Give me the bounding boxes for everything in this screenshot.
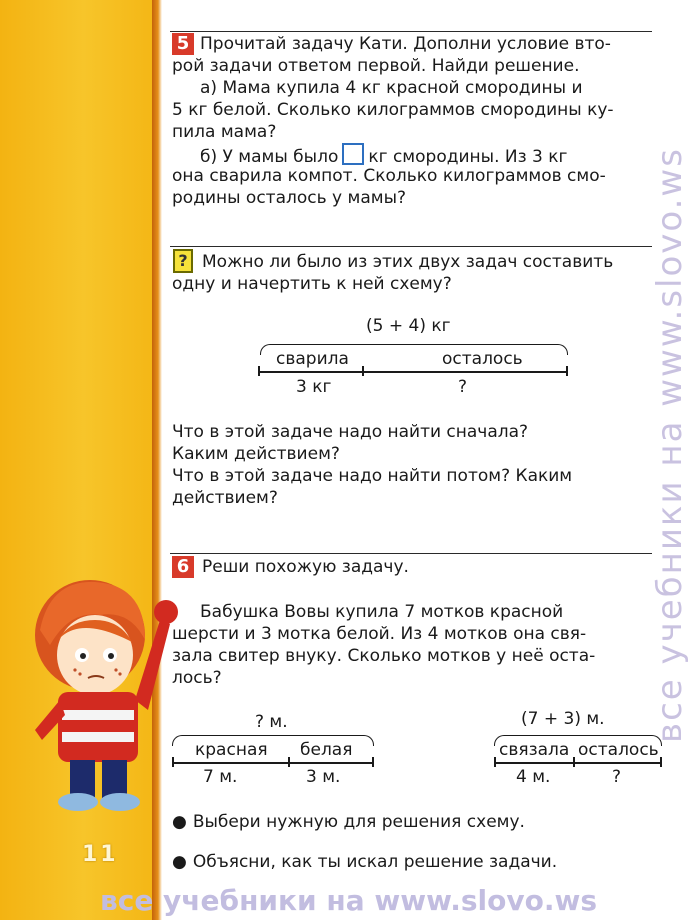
scheme-b-right-label: осталось — [578, 740, 659, 760]
question-q4: действием? — [172, 488, 278, 508]
scheme-b-right-value: ? — [612, 767, 622, 787]
scheme-segment-right-label: осталось — [442, 349, 523, 369]
scheme-b-total-label: (7 + 3) м. — [521, 709, 605, 729]
boy-illustration — [20, 560, 180, 820]
scheme-a-tick — [288, 757, 290, 767]
bullet-2-text: Объясни, как ты искал решение задачи. — [192, 852, 558, 872]
scheme-b-tick — [660, 757, 662, 767]
scheme-right-value: ? — [458, 377, 468, 397]
task-5-a-line3: пила мама? — [172, 122, 277, 142]
scheme-a-total-label: ? м. — [255, 712, 288, 732]
scheme-total-label: (5 + 4) кг — [366, 316, 451, 336]
scheme-tick — [566, 366, 568, 376]
answer-blank-box[interactable] — [342, 143, 364, 165]
scheme-a-left-value: 7 м. — [203, 767, 238, 787]
task-5-a-line2: 5 кг белой. Сколько килограммов смородины ку- — [172, 100, 614, 120]
scheme-b-tick — [573, 757, 575, 767]
scheme-a-right-label: белая — [300, 740, 353, 760]
scheme-tick — [362, 366, 364, 376]
task-6-text-line4: лось? — [172, 668, 222, 688]
scheme-left-value: 3 кг — [296, 377, 332, 397]
page-number: 11 — [82, 842, 119, 867]
task-5-b-suffix: кг смородины. Из 3 кг — [368, 147, 568, 167]
scheme-a-left-label: красная — [195, 740, 268, 760]
task-5-b-line3: родины осталось у мамы? — [172, 188, 407, 208]
scheme-line — [258, 371, 568, 373]
question-icon: ? — [173, 249, 193, 273]
side-watermark: все учебники на www.slovo.ws — [650, 147, 690, 743]
scheme-b-left-label: связала — [499, 740, 570, 760]
scheme-tick — [258, 366, 260, 376]
scheme-b-tick — [494, 757, 496, 767]
scheme-a-right-value: 3 м. — [306, 767, 341, 787]
task-5-b-prefix: б) У мамы было — [200, 147, 339, 167]
scheme-b-left-value: 4 м. — [516, 767, 551, 787]
bullet-icon: ● — [172, 812, 187, 832]
task-6-badge: 6 — [172, 556, 194, 578]
question-q1: Что в этой задаче надо найти сначала? — [172, 422, 529, 442]
divider-rule — [170, 553, 652, 554]
task-5-intro-line1: Прочитай задачу Кати. Дополни условие вто- — [200, 34, 611, 54]
task-6-text-line2: шерсти и 3 мотка белой. Из 4 мотков она свя- — [172, 624, 587, 644]
bullet-icon: ● — [172, 852, 187, 872]
scheme-a-line — [172, 762, 374, 764]
task-6-text-line3: зала свитер внуку. Сколько мотков у неё оста- — [172, 646, 596, 666]
task-5-intro-line2: рой задачи ответом первой. Найди решение. — [172, 56, 580, 76]
scheme-a-tick — [172, 757, 174, 767]
divider-rule — [170, 31, 652, 32]
question-q2: Каким действием? — [172, 444, 340, 464]
divider-rule — [170, 246, 652, 247]
bullet-1-text: Выбери нужную для решения схему. — [192, 812, 525, 832]
question-q3: Что в этой задаче надо найти потом? Каким — [172, 466, 573, 486]
task-6-bullet-2 — [172, 851, 557, 873]
task-6-text-line1: Бабушка Вовы купила 7 мотков красной — [200, 602, 564, 622]
scheme-b-line — [494, 762, 662, 764]
task-5-badge: 5 — [172, 33, 194, 55]
scheme-segment-left-label: сварила — [276, 349, 349, 369]
question-line1: Можно ли было из этих двух задач составить — [202, 252, 614, 272]
task-6-title: Реши похожую задачу. — [202, 557, 409, 577]
task-5-b-line2: она сварила компот. Сколько килограммов смо- — [172, 166, 606, 186]
task-5-a-line1: а) Мама купила 4 кг красной смородины и — [200, 78, 583, 98]
question-line2: одну и начертить к ней схему? — [172, 274, 452, 294]
task-6-bullet-1 — [172, 811, 525, 833]
scheme-a-tick — [372, 757, 374, 767]
bottom-watermark: все учебники на www.slovo.ws — [100, 884, 597, 917]
